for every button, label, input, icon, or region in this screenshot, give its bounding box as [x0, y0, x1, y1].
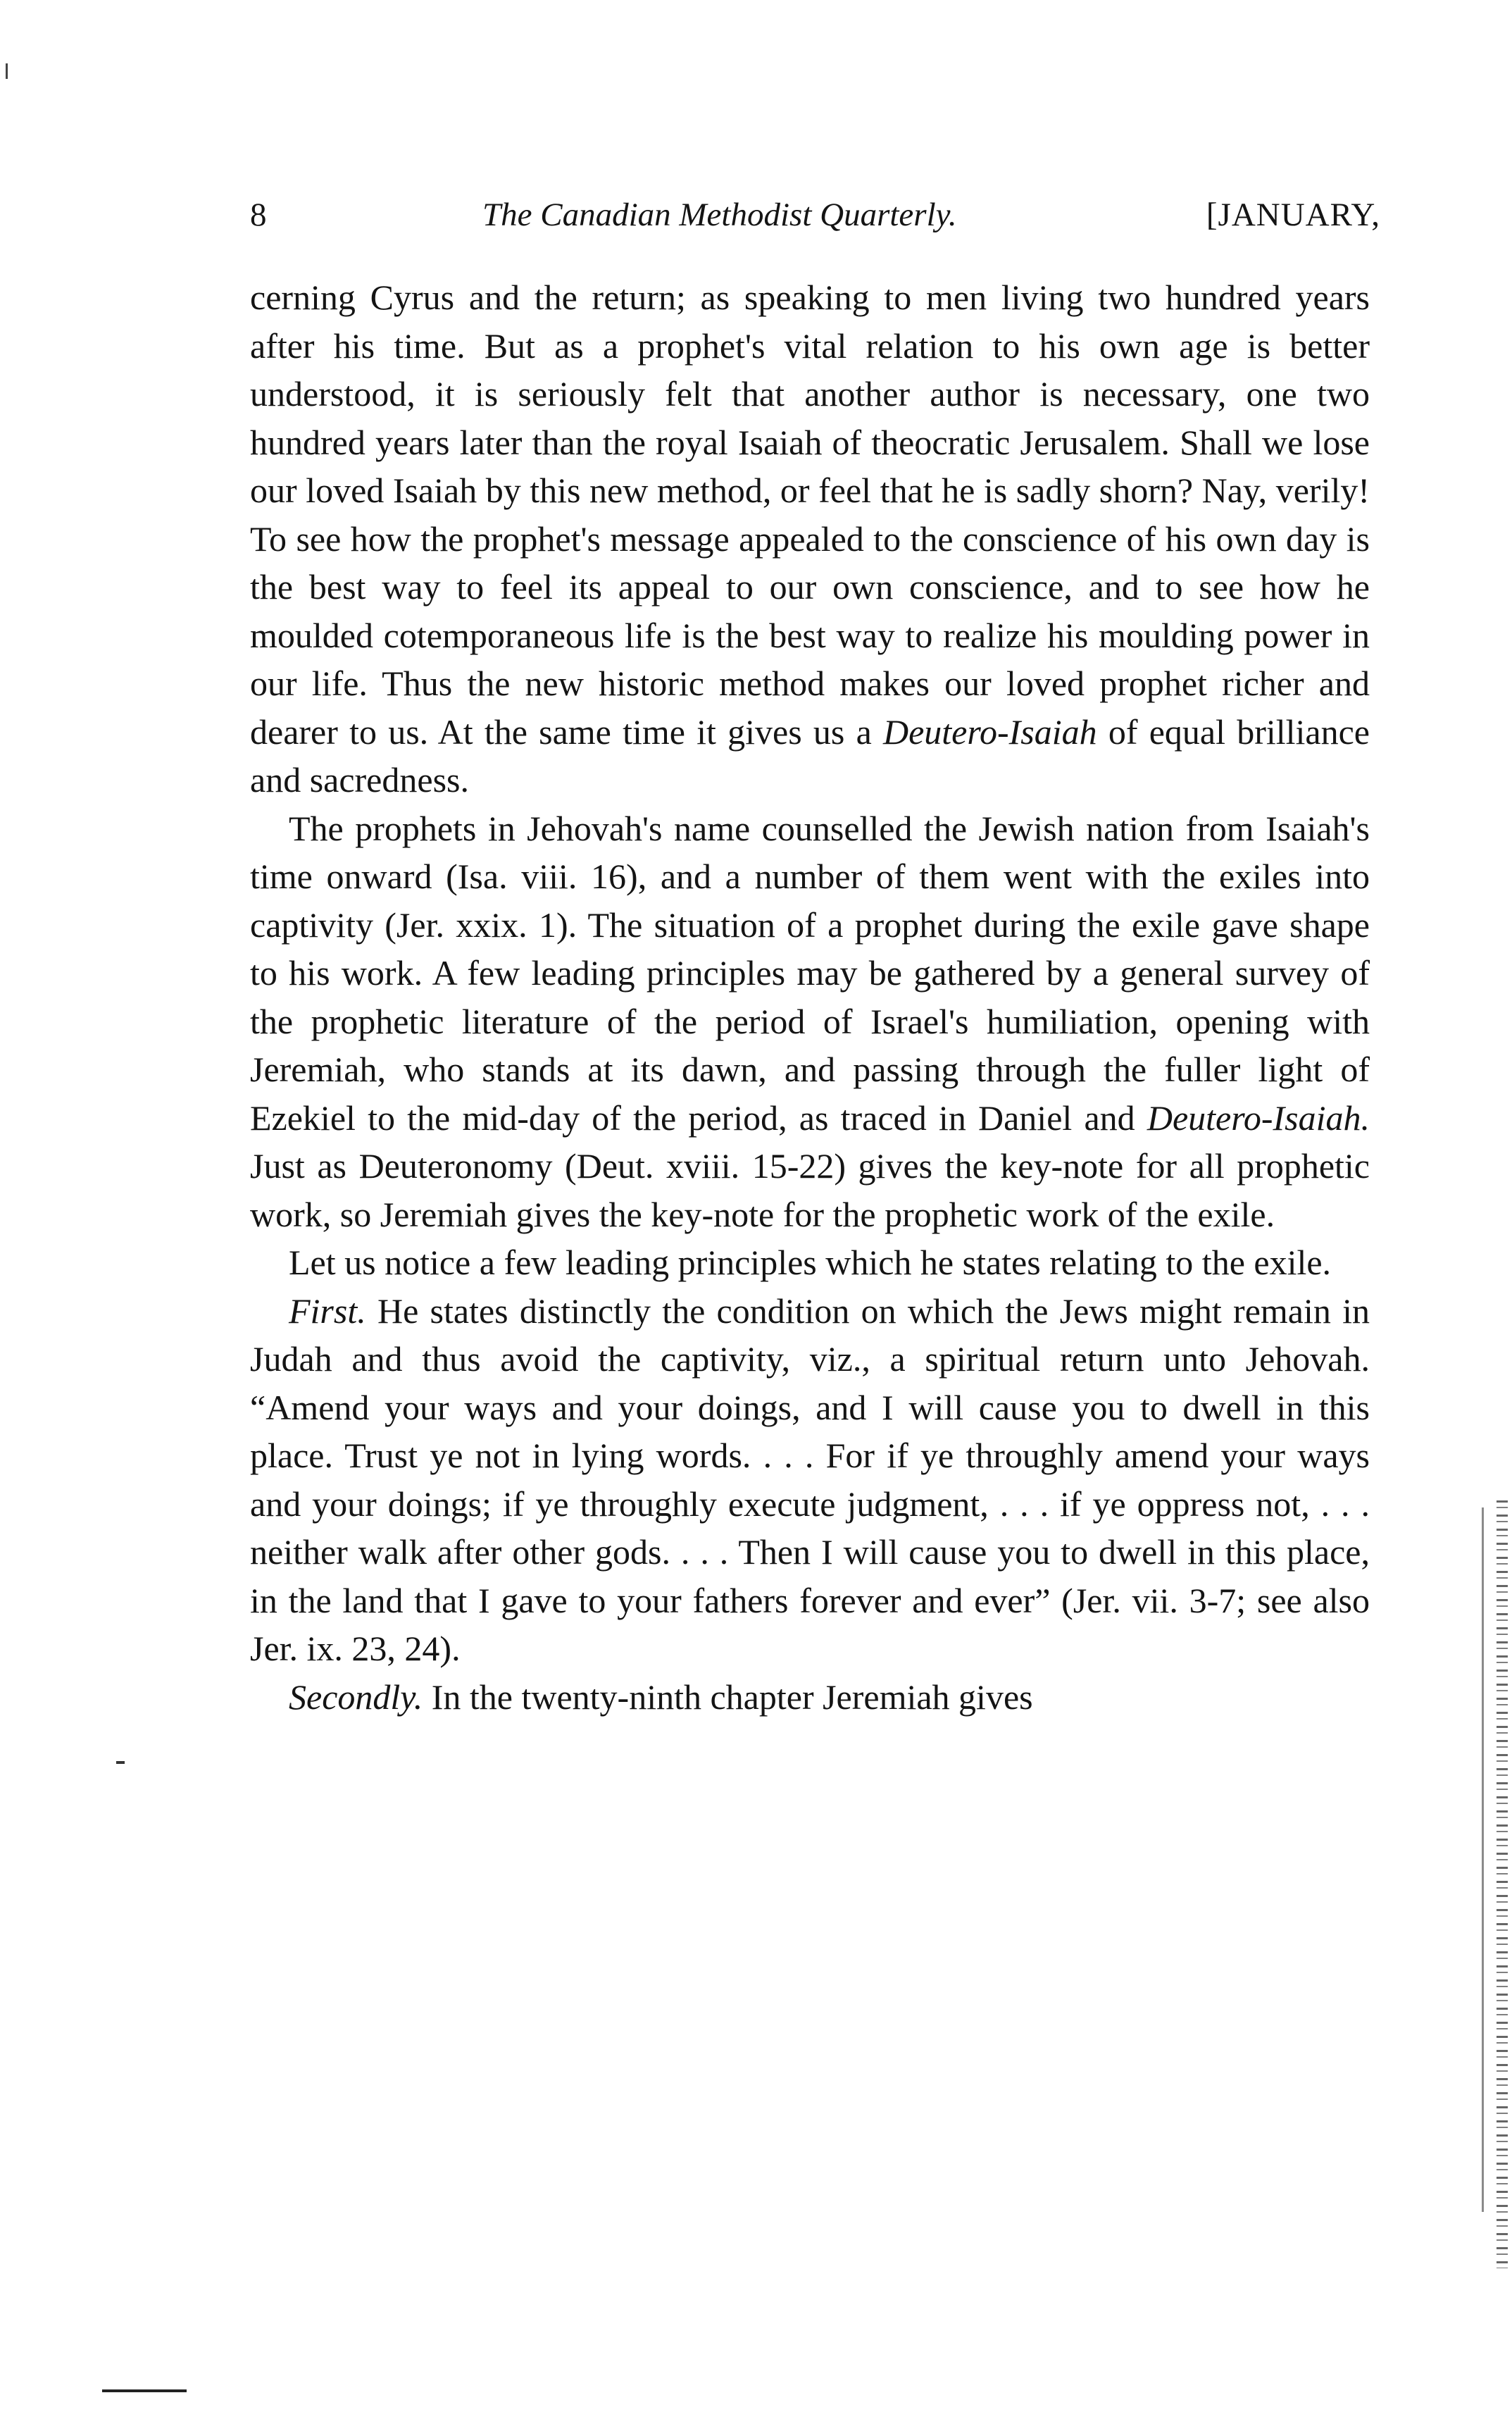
running-date [1206, 190, 1380, 240]
paragraph-text: The prophets in Jehovah's name counselled the Jewish nation from Isaiah's time onward (Isa. viii. 16), and a number of them went with the exiles into captivity (Jer. xxix. 1). The situation of a prophet during the exile gave shape to his work. A few leading principles may be gathered by a general survey of the prophetic literature of the period of Israel's humiliation, opening with Jeremiah, who stands at its dawn, and passing through the fuller light of Ezekiel to the mid-day of the period, as traced in Daniel and [250, 808, 1370, 1138]
paragraph [250, 1673, 1370, 1722]
italic-term: Deutero-Isaiah. [1147, 1098, 1370, 1138]
running-date-rest: ANUARY, [1231, 197, 1380, 233]
page [250, 190, 1380, 1721]
scan-mark [6, 63, 8, 79]
scan-mark [116, 1761, 125, 1764]
paragraph [250, 1287, 1370, 1673]
paragraph [250, 804, 1370, 1239]
paragraph-text: Just as Deuteronomy (Deut. xviii. 15-22) gives the key-note for all prophetic work, so Jeremiah gives the key-note for the prophetic work of the exile. [250, 1146, 1370, 1234]
binding-edge [1482, 1507, 1484, 2212]
paragraph-text: of equal brilliance and sacredness. [250, 711, 1370, 800]
page-number: 8 [250, 197, 267, 233]
binding-edge-specks [1497, 1500, 1508, 2268]
running-title: The Canadian Methodist Quarterly. [482, 197, 957, 233]
paragraph-text: In the twenty-ninth chapter Jeremiah gives [423, 1677, 1033, 1717]
body-text [250, 273, 1370, 1721]
paragraph-text: He states distinctly the condition on which the Jews might remain in Judah and thus avoid the captivity, viz., a spiritual return unto Jehovah. “Amend your ways and your doings, and I will cause you to dwell in this place. Trust ye not in lying words. . . . For if ye throughly amend your ways and your doings; if ye throughly execute judgment, . . . if ye oppress not, . . . neither walk after other gods. . . . Then I will cause you to dwell in this place, in the land that I gave to your fathers forever and ever” (Jer. vii. 3-7; see also Jer. ix. 23, 24). [250, 1291, 1370, 1668]
running-header [250, 190, 1380, 240]
paragraph [250, 1238, 1370, 1287]
italic-term: Deutero-Isaiah [882, 711, 1097, 752]
paragraph-text: Let us notice a few leading principles which he states relating to the exile. [289, 1243, 1332, 1282]
paragraph [250, 273, 1370, 804]
paragraph-text: cerning Cyrus and the return; as speaking to men living two hundred years after his time. But as a prophet's vital relation to his own age is better understood, it is seriously felt that another author is necessary, one two hundred years later than the royal Isaiah of theocratic Jerusalem. Shall we lose our loved Isaiah by this new method, or feel that he is sadly shorn? Nay, verily! To see how the prophet's message appealed to the conscience of his own day is the best way to feel its appeal to our own conscience, and to see how he moulded cotemporaneous life is the best way to realize his moulding power in our life. Thus the new historic method makes our loved prophet richer and dearer to us. At the same time it gives us a [250, 278, 1370, 752]
section-lead: Secondly. [289, 1677, 423, 1717]
section-lead: First. [289, 1291, 366, 1331]
footer-rule [102, 2389, 187, 2392]
running-date-bracket: [ [1206, 197, 1218, 233]
running-date-initial: J [1218, 197, 1232, 233]
